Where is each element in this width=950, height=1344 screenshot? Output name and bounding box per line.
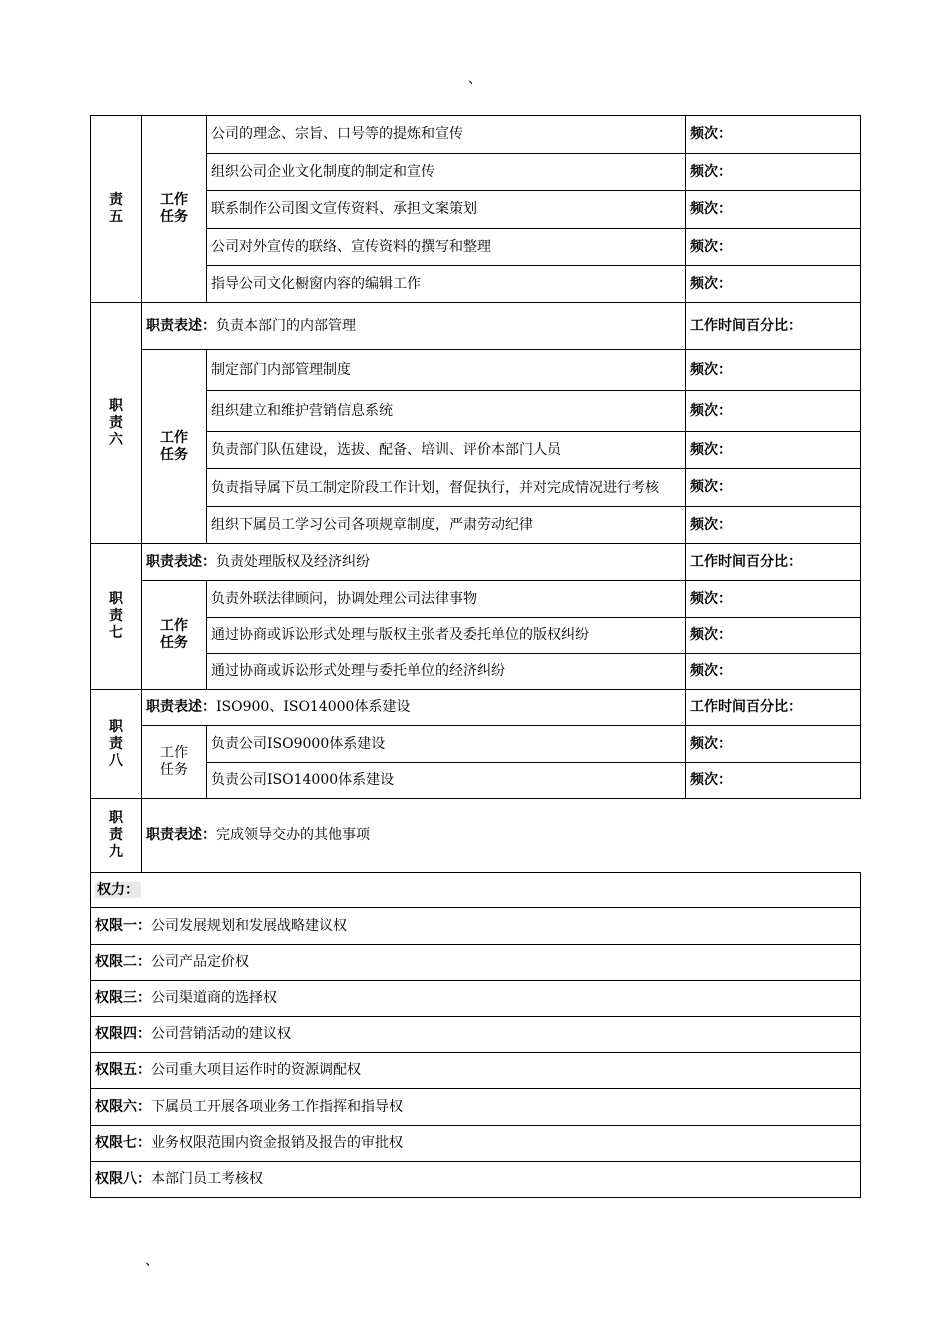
- duty8-task-label: 工作任务: [160, 745, 188, 778]
- freq-label: 频次：: [686, 116, 861, 154]
- duty8-desc-row: [91, 690, 861, 726]
- power-item-2: [91, 945, 861, 981]
- duty5-title: 责五: [109, 192, 123, 225]
- duty5-task-label: 工作任务: [160, 192, 188, 225]
- duty5-task-2: 组织公司企业文化制度的制定和宣传: [207, 154, 686, 191]
- duty-table: [90, 115, 861, 1198]
- desc-label: 职责表述：: [146, 553, 216, 570]
- duty8-title: 职责八: [109, 718, 123, 769]
- power-item-label: 权限二：: [95, 954, 151, 970]
- duty5-task-4: 公司对外宣传的联络、宣传资料的撰写和整理: [207, 229, 686, 266]
- bottom-mark: 、: [145, 1253, 159, 1269]
- power-header-row: [91, 873, 861, 908]
- power-item-text: 公司渠道商的选择权: [151, 990, 277, 1006]
- duty5-task-label-cell: [142, 116, 207, 303]
- freq-label: 频次：: [686, 266, 861, 303]
- duty5-task-row: [91, 266, 861, 303]
- freq-label: 频次：: [686, 469, 861, 507]
- power-item-text: 公司重大项目运作时的资源调配权: [151, 1062, 361, 1078]
- freq-label: 频次：: [686, 350, 861, 391]
- power-item-6: [91, 1089, 861, 1126]
- power-row: [91, 945, 861, 981]
- freq-label: 频次：: [686, 191, 861, 229]
- power-item-text: 业务权限范围内资金报销及报告的审批权: [151, 1135, 403, 1151]
- duty6-title: 职责六: [109, 397, 123, 448]
- power-item-label: 权限六：: [95, 1098, 151, 1115]
- freq-label: 频次：: [686, 726, 861, 763]
- power-item-label: 权限五：: [95, 1062, 151, 1078]
- duty5-task-5: 指导公司文化橱窗内容的编辑工作: [207, 266, 686, 303]
- duty6-task-label: 工作任务: [160, 429, 188, 463]
- power-row: [91, 1126, 861, 1162]
- power-row: [91, 1017, 861, 1053]
- power-item-label: 权限三：: [95, 990, 151, 1006]
- power-item-label: 权限八：: [95, 1171, 151, 1187]
- duty6-task-5: 组织下属员工学习公司各项规章制度，严肃劳动纪律: [207, 507, 686, 544]
- duty6-title-cell: [91, 303, 142, 544]
- duty8-task-1: 负责公司ISO9000体系建设: [207, 726, 686, 763]
- freq-label: 频次：: [686, 432, 861, 469]
- power-item-text: 下属员工开展各项业务工作指挥和指导权: [151, 1098, 403, 1115]
- duty9-title: 职责九: [109, 810, 123, 860]
- pct-label: 工作时间百分比：: [686, 690, 861, 726]
- power-item-4: [91, 1017, 861, 1053]
- power-item-label: 权限七：: [95, 1135, 151, 1151]
- power-item-text: 公司发展规划和发展战略建议权: [151, 917, 347, 934]
- duty9-row: [91, 799, 861, 873]
- duty7-task-label-cell: [142, 581, 207, 690]
- duty7-task-label: 工作任务: [160, 618, 188, 651]
- duty6-task-label-cell: [142, 350, 207, 544]
- duty9-title-cell: [91, 799, 142, 873]
- freq-label: 频次：: [686, 618, 861, 654]
- duty7-task-3: 通过协商或诉讼形式处理与委托单位的经济纠纷: [207, 654, 686, 690]
- freq-label: 频次：: [686, 391, 861, 432]
- duty5-task-3: 联系制作公司图文宣传资料、承担文案策划: [207, 191, 686, 229]
- duty7-task-row: [91, 581, 861, 618]
- duty8-desc-cell: [142, 690, 686, 726]
- duty6-desc: 负责本部门的内部管理: [216, 317, 356, 334]
- freq-label: 频次：: [686, 154, 861, 191]
- freq-label: 频次：: [686, 229, 861, 266]
- freq-label: 频次：: [686, 507, 861, 544]
- duty7-desc-row: [91, 544, 861, 581]
- duty5-title-cell: [91, 116, 142, 303]
- duty5-task-row: [91, 116, 861, 154]
- power-row: [91, 1162, 861, 1198]
- power-header-cell: [91, 873, 861, 908]
- duty6-task-3: 负责部门队伍建设，选拔、配备、培训、评价本部门人员: [207, 432, 686, 469]
- desc-label: 职责表述：: [146, 317, 216, 334]
- power-item-label: 权限一：: [95, 917, 151, 934]
- freq-label: 频次：: [686, 581, 861, 618]
- power-row: [91, 908, 861, 945]
- power-item-label: 权限四：: [95, 1026, 151, 1042]
- power-item-text: 公司营销活动的建议权: [151, 1026, 291, 1042]
- pct-label: 工作时间百分比：: [686, 303, 861, 350]
- duty5-task-row: [91, 154, 861, 191]
- duty6-task-row: [91, 469, 861, 507]
- duty6-task-row: [91, 391, 861, 432]
- power-row: [91, 1053, 861, 1089]
- duty7-task-1: 负责外联法律顾问，协调处理公司法律事物: [207, 581, 686, 618]
- duty6-task-1: 制定部门内部管理制度: [207, 350, 686, 391]
- duty8-desc: ISO900、ISO14000体系建设: [216, 699, 411, 715]
- freq-label: 频次：: [686, 763, 861, 799]
- duty6-task-2: 组织建立和维护营销信息系统: [207, 391, 686, 432]
- duty7-task-2: 通过协商或诉讼形式处理与版权主张者及委托单位的版权纠纷: [207, 618, 686, 654]
- duty6-desc-cell: [142, 303, 686, 350]
- power-item-text: 本部门员工考核权: [151, 1171, 263, 1187]
- desc-label: 职责表述：: [146, 827, 216, 843]
- power-item-7: [91, 1126, 861, 1162]
- desc-label: 职责表述：: [146, 699, 216, 715]
- duty7-desc: 负责处理版权及经济纠纷: [216, 553, 370, 570]
- duty5-task-row: [91, 229, 861, 266]
- power-row: [91, 981, 861, 1017]
- duty8-task-label-cell: [142, 726, 207, 799]
- duty8-task-row: [91, 763, 861, 799]
- duty6-task-row: [91, 350, 861, 391]
- duty5-task-row: [91, 191, 861, 229]
- power-item-3: [91, 981, 861, 1017]
- duty7-task-row: [91, 618, 861, 654]
- pct-label: 工作时间百分比：: [686, 544, 861, 581]
- duty8-task-2: 负责公司ISO14000体系建设: [207, 763, 686, 799]
- power-item-8: [91, 1162, 861, 1198]
- duty7-title-cell: [91, 544, 142, 690]
- duty6-task-row: [91, 432, 861, 469]
- power-item-text: 公司产品定价权: [151, 954, 249, 970]
- duty7-title: 职责七: [109, 591, 123, 641]
- power-item-5: [91, 1053, 861, 1089]
- duty9-desc-cell: [142, 799, 861, 873]
- power-title: 权力：: [97, 881, 139, 898]
- duty6-task-row: [91, 507, 861, 544]
- power-row: [91, 1089, 861, 1126]
- duty9-desc: 完成领导交办的其他事项: [216, 827, 370, 843]
- power-item-1: [91, 908, 861, 945]
- duty7-desc-cell: [142, 544, 686, 581]
- duty6-desc-row: [91, 303, 861, 350]
- top-mark: 、: [468, 71, 482, 87]
- duty8-title-cell: [91, 690, 142, 799]
- freq-label: 频次：: [686, 654, 861, 690]
- duty6-task-4: 负责指导属下员工制定阶段工作计划，督促执行，并对完成情况进行考核: [207, 469, 686, 507]
- duty7-task-row: [91, 654, 861, 690]
- duty8-task-row: [91, 726, 861, 763]
- duty5-task-1: 公司的理念、宗旨、口号等的提炼和宣传: [207, 116, 686, 154]
